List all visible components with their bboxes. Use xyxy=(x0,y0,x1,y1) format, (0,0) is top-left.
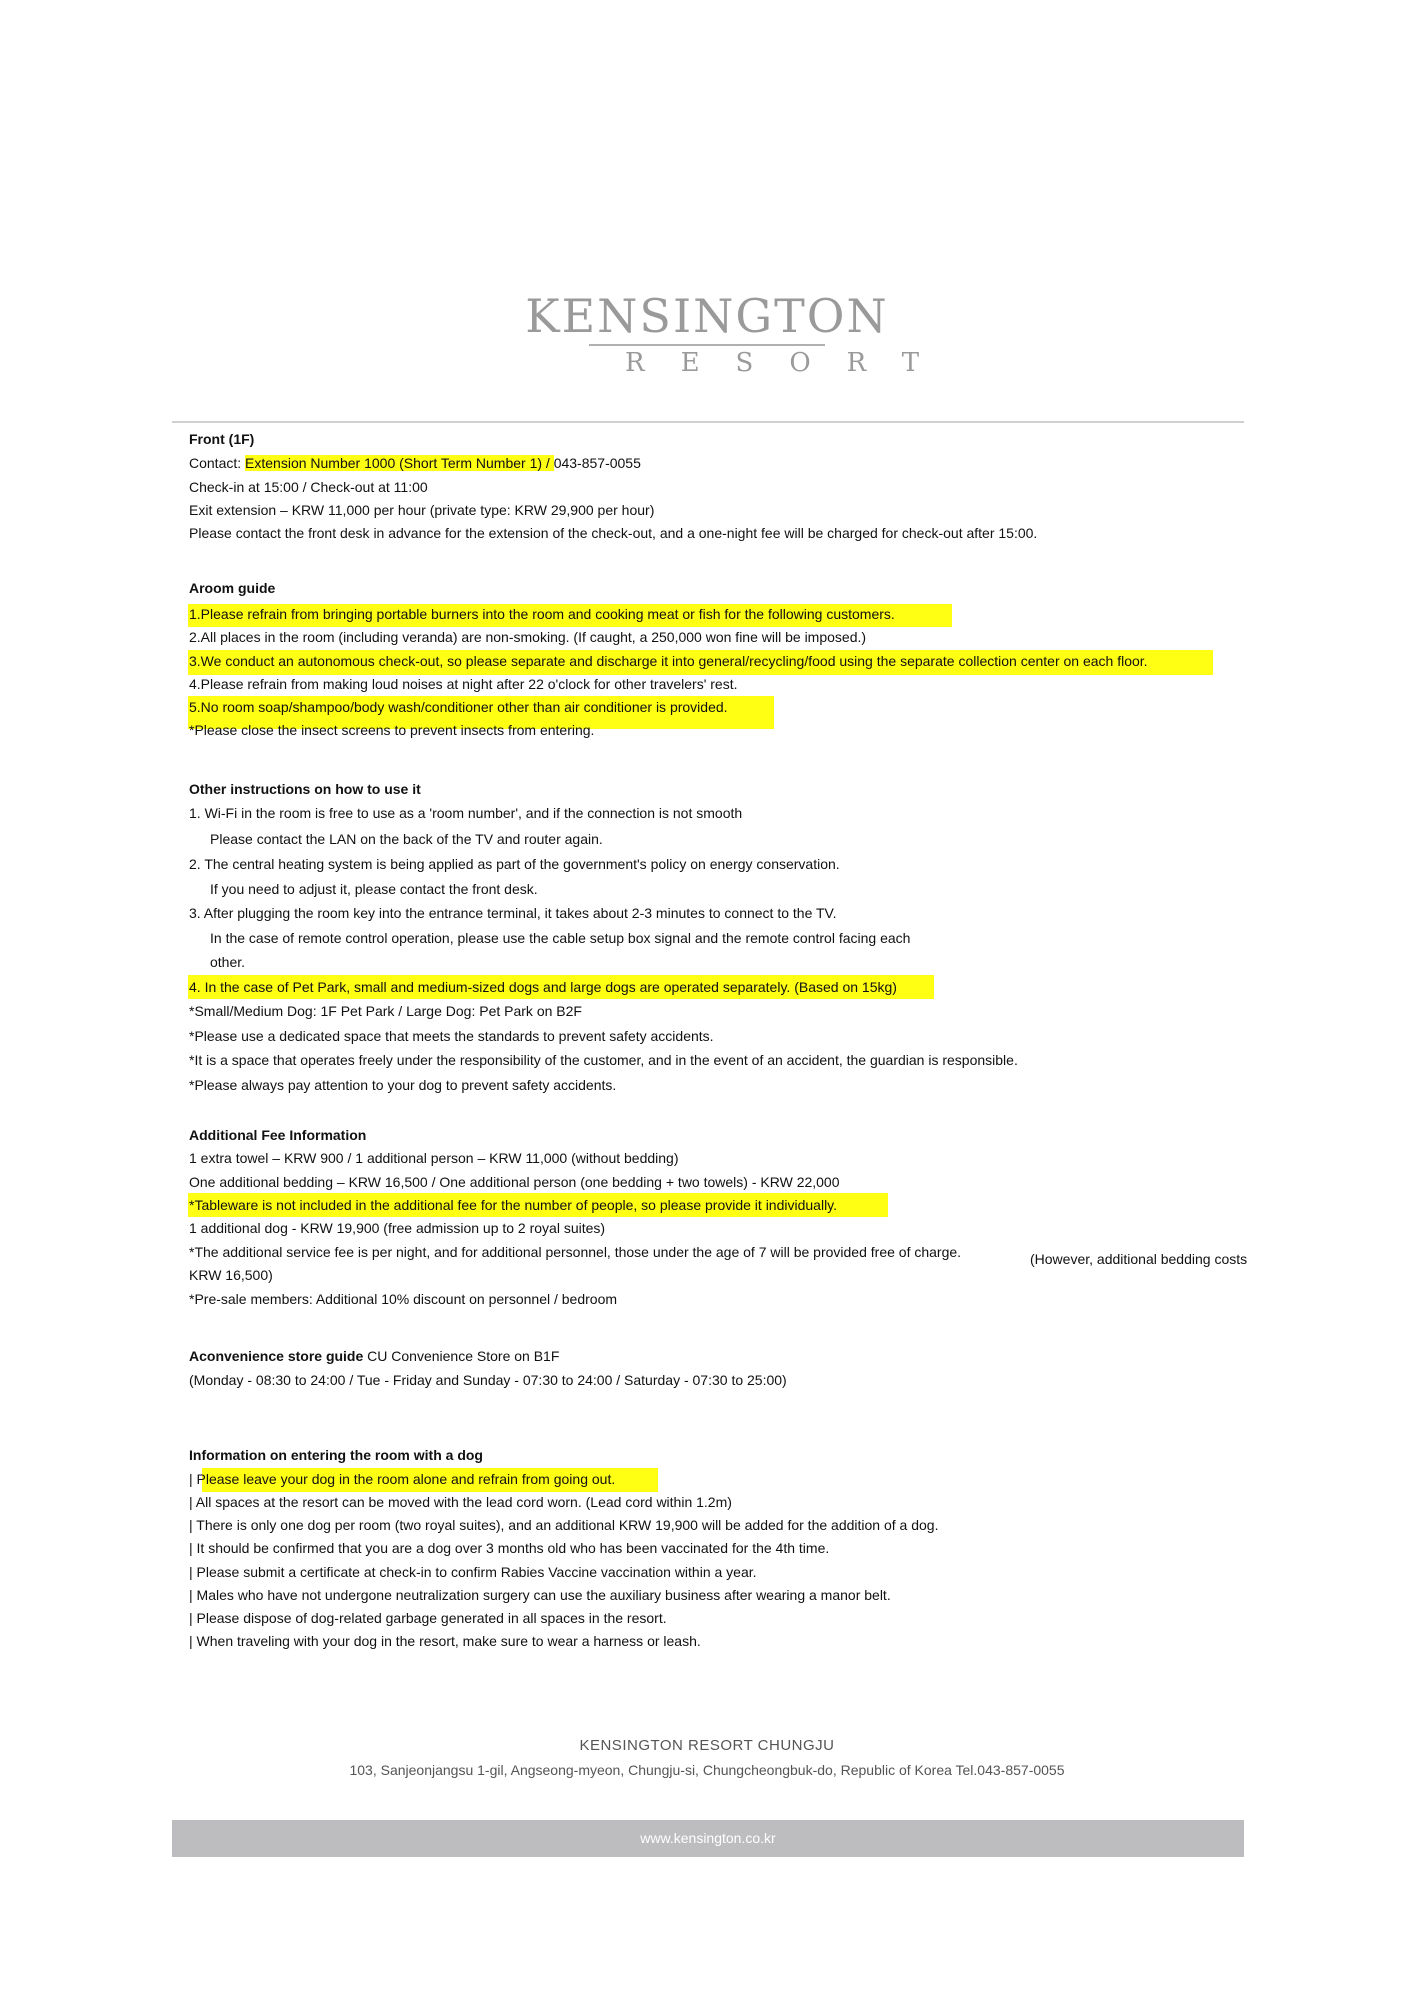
fee-line: *Tableware is not included in the additional fee for the number of people, so please provide it individually. xyxy=(189,1197,838,1213)
fee-line-aside: (However, additional bedding costs xyxy=(1030,1251,1248,1267)
dog-info-item: | When traveling with your dog in the resort, make sure to wear a harness or leash. xyxy=(189,1633,701,1649)
other-instruction-line: *Please use a dedicated space that meets the standards to prevent safety accidents. xyxy=(189,1028,714,1044)
footer-resort-name: KENSINGTON RESORT CHUNGJU xyxy=(579,1737,835,1754)
fee-line: One additional bedding – KRW 16,500 / One additional person (one bedding + two towels) - KRW 22,000 xyxy=(189,1174,840,1190)
header-divider xyxy=(172,421,1244,423)
other-instruction-line: *Small/Medium Dog: 1F Pet Park / Large Dog: Pet Park on B2F xyxy=(189,1003,582,1019)
fee-info-title: Additional Fee Information xyxy=(189,1127,367,1143)
other-instructions-title: Other instructions on how to use it xyxy=(189,781,421,797)
other-instruction-line: other. xyxy=(210,954,246,970)
room-guide-title: Aroom guide xyxy=(189,580,276,596)
fee-line: 1 extra towel – KRW 900 / 1 additional person – KRW 11,000 (without bedding) xyxy=(189,1150,679,1166)
dog-info-item: | It should be confirmed that you are a dog over 3 months old who has been vaccinated for the 4th time. xyxy=(189,1540,830,1556)
room-guide-item: *Please close the insect screens to prevent insects from entering. xyxy=(189,722,595,738)
resort-logo xyxy=(0,290,1414,380)
fee-line: 1 additional dog - KRW 19,900 (free admission up to 2 royal suites) xyxy=(189,1220,606,1236)
store-guide-title: Aconvenience store guide xyxy=(189,1348,364,1364)
other-instruction-line: 3. After plugging the room key into the entrance terminal, it takes about 2-3 minutes to connect to the TV. xyxy=(189,905,837,921)
room-guide-item: 1.Please refrain from bringing portable burners into the room and cooking meat or fish for the following customers. xyxy=(189,606,895,622)
room-guide-item: 5.No room soap/shampoo/body wash/conditioner other than air conditioner is provided. xyxy=(189,699,728,715)
store-hours: (Monday - 08:30 to 24:00 / Tue - Friday and Sunday - 07:30 to 24:00 / Saturday - 07:30 to 25:00) xyxy=(189,1372,787,1388)
store-location: CU Convenience Store on B1F xyxy=(363,1348,560,1364)
dog-info-title: Information on entering the room with a dog xyxy=(189,1447,483,1463)
footer-address: 103, Sanjeonjangsu 1-gil, Angseong-myeon, Chungju-si, Chungcheongbuk-do, Republic of Korea Tel.043-857-0055 xyxy=(349,1762,1065,1778)
dog-info-item: | Please dispose of dog-related garbage generated in all spaces in the resort. xyxy=(189,1610,667,1626)
front-contact xyxy=(189,453,641,473)
store-guide xyxy=(189,1346,559,1366)
room-guide-item: 4.Please refrain from making loud noises at night after 22 o'clock for other travelers' rest. xyxy=(189,676,738,692)
front-title: Front (1F) xyxy=(189,431,255,447)
dog-info-item: | Please submit a certificate at check-in to confirm Rabies Vaccine vaccination within a year. xyxy=(189,1564,757,1580)
front-advance-notice: Please contact the front desk in advance for the extension of the check-out, and a one-night fee will be charged for check-out after 15:00. xyxy=(189,525,1038,541)
other-instruction-line: *It is a space that operates freely under the responsibility of the customer, and in the event of an accident, the guardian is responsible. xyxy=(189,1052,1018,1068)
footer-website-bar[interactable] xyxy=(172,1820,1244,1857)
front-contact-label: Contact: xyxy=(189,455,246,471)
other-instruction-line: If you need to adjust it, please contact the front desk. xyxy=(210,881,538,897)
other-instruction-line: In the case of remote control operation, please use the cable setup box signal and the remote control facing each xyxy=(210,930,911,946)
fee-line: KRW 16,500) xyxy=(189,1267,273,1283)
front-contact-phone: 043-857-0055 xyxy=(553,455,641,471)
other-instruction-line: 4. In the case of Pet Park, small and medium-sized dogs and large dogs are operated separately. (Based on 15kg) xyxy=(189,979,897,995)
other-instruction-line: 1. Wi-Fi in the room is free to use as a 'room number', and if the connection is not smooth xyxy=(189,805,743,821)
logo-sub-text: RESORT xyxy=(589,344,825,380)
fee-line: *Pre-sale members: Additional 10% discount on personnel / bedroom xyxy=(189,1291,618,1307)
logo-main-text: KENSINGTON xyxy=(525,289,889,343)
fee-line: *The additional service fee is per night, and for additional personnel, those under the age of 7 will be provided free of charge. xyxy=(189,1244,962,1260)
footer-website-link[interactable]: www.kensington.co.kr xyxy=(640,1830,776,1846)
dog-info-item: | All spaces at the resort can be moved with the lead cord worn. (Lead cord within 1.2m) xyxy=(189,1494,732,1510)
dog-info-item: | Please leave your dog in the room alone and refrain from going out. xyxy=(189,1471,616,1487)
dog-info-item: | There is only one dog per room (two royal suites), and an additional KRW 19,900 will be added for the addition of a dog. xyxy=(189,1517,939,1533)
front-exit-extension: Exit extension – KRW 11,000 per hour (private type: KRW 29,900 per hour) xyxy=(189,502,655,518)
dog-info-item: | Males who have not undergone neutralization surgery can use the auxiliary business after wearing a manor belt. xyxy=(189,1587,891,1603)
room-guide-item: 3.We conduct an autonomous check-out, so please separate and discharge it into general/recycling/food using the separate collection center on each floor. xyxy=(189,653,1148,669)
other-instruction-line: 2. The central heating system is being applied as part of the government's policy on energy conservation. xyxy=(189,856,840,872)
front-checkin: Check-in at 15:00 / Check-out at 11:00 xyxy=(189,479,428,495)
room-guide-item: 2.All places in the room (including veranda) are non-smoking. (If caught, a 250,000 won fine will be imposed.) xyxy=(189,629,867,645)
other-instruction-line: *Please always pay attention to your dog to prevent safety accidents. xyxy=(189,1077,617,1093)
front-contact-extension: Extension Number 1000 (Short Term Number 1) / xyxy=(245,455,554,471)
other-instruction-line: Please contact the LAN on the back of the TV and router again. xyxy=(210,831,603,847)
